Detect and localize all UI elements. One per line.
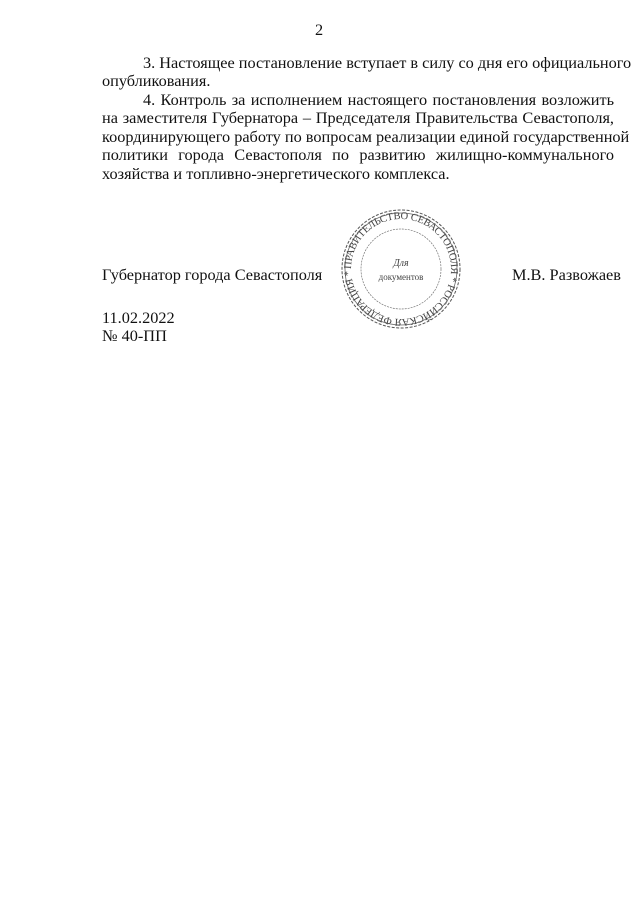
stamp-outer-text: ПРАВИТЕЛЬСТВО СЕВАСТОПОЛЯ * РОССИЙСКАЯ ФЕДЕРАЦИЯ * <box>342 210 460 328</box>
document-date: 11.02.2022 <box>102 308 175 327</box>
paragraph-4-line-3: координирующего работу по вопросам реализации единой государственной <box>102 127 630 146</box>
paragraph-3-line-1: 3. Настоящее постановление вступает в силу со дня его официального <box>143 53 632 72</box>
stamp-center-line-1: Для <box>393 258 409 269</box>
signatory-name: М.В. Развожаев <box>512 265 621 284</box>
paragraph-4-line-4: политики города Севастополя по развитию жилищно-коммунального <box>102 145 614 164</box>
official-stamp <box>340 208 462 330</box>
document-number: № 40-ПП <box>102 326 167 345</box>
paragraph-4-line-5: хозяйства и топливно-энергетического комплекса. <box>102 164 450 183</box>
svg-text:ПРАВИТЕЛЬСТВО СЕВАСТОПОЛЯ * РО <box>343 211 459 327</box>
paragraph-4-line-2: на заместителя Губернатора – Председателя Правительства Севастополя, <box>102 108 614 127</box>
paragraph-4-line-1: 4. Контроль за исполнением настоящего постановления возложить <box>143 90 614 109</box>
page-number: 2 <box>315 20 324 39</box>
paragraph-3-line-2: опубликования. <box>102 71 211 90</box>
signatory-position: Губернатор города Севастополя <box>102 265 323 284</box>
stamp-center-line-2: документов <box>378 272 424 282</box>
